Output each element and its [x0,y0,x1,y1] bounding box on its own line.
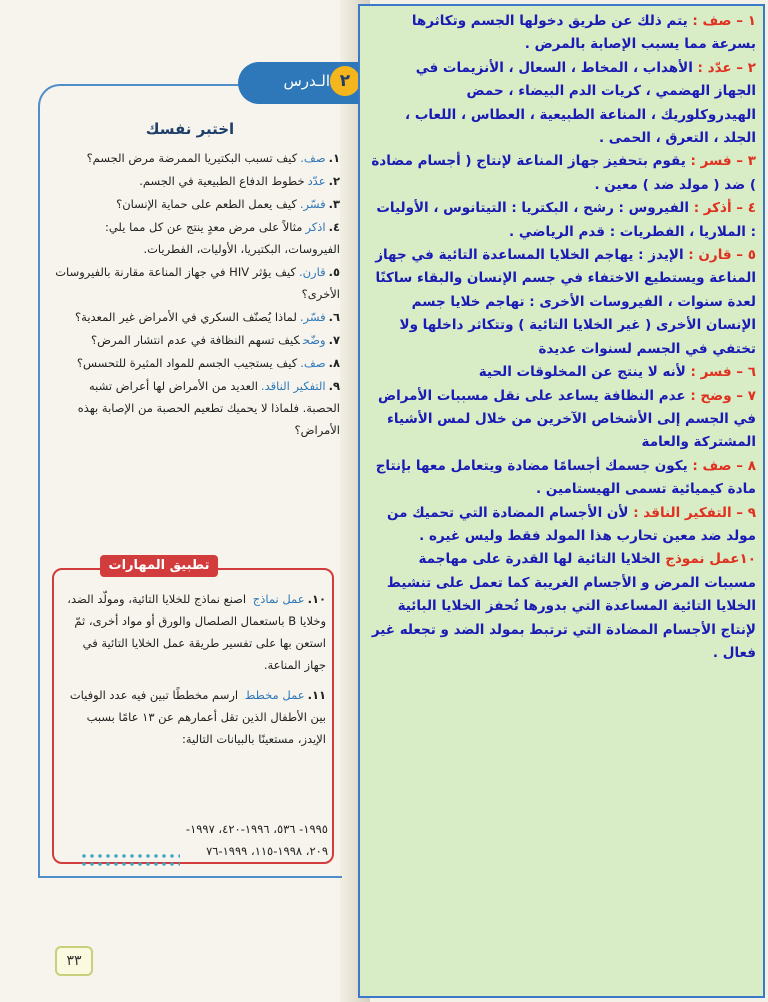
answer-text: الإيدز : يهاجم الخلايا المساعدة التائية في جهاز المناعة ويستطيع الاختفاء في جسم الإنسان والبقاء ساكنًا لعدة سنوات ، الفيروسات الأخرى : تهاجم خلايا جسم الإنسان الأخرى ( غير الخلايا التائية ) وتتكاثر داخلها ولا تختفي في الجسم لسنوات عديدة [375,247,756,357]
skill-verb: عمل مخطط [244,688,305,702]
answer-text: الخلايا التائية لها القدرة على مهاجمة مسببات المرض و الأجسام الغريبة كما تعمل على تنشيط الخلايا التائية المساعدة التي بدورها تُحفز الخلايا البائية لإنتاج الأجسام المضادة التي ترتبط بمولد الضد و تجعله غير فعال . [371,551,756,661]
answer-item [370,548,756,665]
skills-title: تطبيق المهارات [100,555,218,577]
question-verb: اذكر [305,220,326,234]
answer-item [370,244,756,361]
answer-item [370,197,756,244]
answer-text: يكون جسمك أجسامًا مضادة ويتعامل معها بإنتاج مادة كيميائية تسمى الهيستامين . [375,457,756,498]
answer-label: ٧ – وضح : [690,387,756,404]
answer-text: يقوم بتحفيز جهاز المناعة لإنتاج ( أجسام مضادة ) ضد ( مولد ضد ) معين . [371,153,756,193]
question-text: مثالاً على مرض معدٍ ينتج عن كل مما يلي: الفيروسات، البكتيريا، الأوليات، الفطريات. [104,220,340,256]
question-list [52,147,340,442]
question-text: خطوط الدفاع الطبيعية في الجسم. [139,174,305,188]
question-number: ٦. [328,310,340,324]
skills-list [62,588,326,758]
answer-label: ٢ – عدّد : [697,59,756,76]
answer-text: لأن الأجسام المضادة التي تحميك من مولد ضد معين تحارب هذا المولد فقط وليس غيره . [386,504,756,544]
answer-label: ٩ – التفكير الناقد : [633,504,756,521]
answer-text: عدم النظافة يساعد على نقل مسببات الأمراض في الجسم إلى الأشخاص الآخرين من خلال لمس الأشياء المشتركة والعامة [377,387,756,451]
question-item [52,170,340,192]
question-text: كيف تسبب البكتيريا الممرضة مرض الجسم؟ [86,151,298,165]
answer-item [370,57,756,151]
answer-text: الفيروس : رشح ، البكتريا : التيتانوس ، الأوليات : الملاريا ، الفطريات : قدم الرياضي . [376,200,756,240]
question-item [52,375,340,441]
question-text: كيف يستجيب الجسم للمواد المثيرة للتحسس؟ [76,356,298,370]
answer-label: ١٠عمل نموذج [665,551,756,568]
answer-item [370,150,756,197]
answers-panel [358,4,765,998]
question-item [52,352,340,374]
question-item [52,261,340,305]
skill-verb: عمل نماذج [252,592,305,606]
question-number: ١. [328,151,340,165]
question-verb: التفكير الناقد. [260,379,326,393]
question-item [52,147,340,169]
question-item [52,193,340,215]
textbook-page [0,0,370,1002]
answer-text: يتم ذلك عن طريق دخولها الجسم وتكاثرها بسرعة مما يسبب الإصابة بالمرض . [411,13,756,53]
question-text: العديد من الأمراض لها أعراض تشبه الحصبة. فلماذا لا يحميك تطعيم الحصبة من الإصابة بهذه الأمراض؟ [77,379,340,437]
answer-text: لأنه لا ينتج عن المخلوقات الحية [478,364,686,381]
question-number: ٣. [328,197,340,211]
aids-data-line-2: ٢٠٩، ١٩٩٨-١١٥، ١٩٩٩-٧٦ [206,844,328,858]
page-number: ٣٣ [55,946,93,976]
question-item [52,216,340,260]
question-text: لماذا يُصنّف السكري في الأمراض غير المعدية؟ [75,310,297,324]
answer-label: ١ – صف : [692,13,756,29]
question-text: كيف تسهم النظافة في عدم انتشار المرض؟ [91,333,300,347]
question-verb: فسّر. [299,310,326,324]
question-verb: عدّد [307,174,326,188]
answer-label: ٣ – فسر : [690,153,756,170]
question-verb: قارن. [298,265,326,279]
lesson-number-badge: ٢ [330,66,360,96]
answers-text [370,10,756,665]
answer-label: ٥ – قارن : [688,247,756,264]
answer-item [370,10,756,57]
answer-item [370,502,756,549]
question-text: كيف يؤثر HIV في جهاز المناعة مقارنة بالفيروسات الأخرى؟ [55,265,340,301]
decorative-dots [80,852,180,870]
question-item [52,306,340,328]
skill-item [62,588,326,676]
answer-label: ٦ – فسر : [690,364,756,381]
question-number: ٥. [328,265,340,279]
lesson-label: الـدرس [283,72,330,90]
question-verb: وضّح [302,333,326,347]
question-item [52,329,340,351]
skill-number: ١١. [307,688,326,702]
skill-text: ارسم مخططًا تبين فيه عدد الوفيات بين الأطفال الذين تقل أعمارهم عن ١٣ عامًا بسبب الإيدز، مستعينًا بالبيانات التالية: [69,688,326,746]
question-number: ٤. [328,220,340,234]
answer-item [370,361,756,384]
question-number: ٩. [328,379,340,393]
answer-text: الأهداب ، المخاط ، السعال ، الأنزيمات في الجهاز الهضمي ، كريات الدم البيضاء ، حمض الهيدروكلوريك ، المناعة الطبيعية ، العطاس ، اللعاب ، الجلد ، التعرق ، الحمى . [405,59,756,147]
answer-label: ٤ – أذكر : [693,200,756,217]
answer-item [370,455,756,502]
question-verb: صف. [300,356,326,370]
skill-number: ١٠. [307,592,326,606]
question-number: ٧. [328,333,340,347]
question-number: ٢. [328,174,340,188]
question-verb: فسّر. [299,197,326,211]
answer-label: ٨ – صف : [692,457,756,474]
question-number: ٨. [328,356,340,370]
skill-text: اصنع نماذج للخلايا التائية، ومولّد الضد، وخلايا B باستعمال الصلصال والورق أو مواد أخرى، ثمّ استعن بها على تفسير طريقة عمل الخلايا التائية في جهاز المناعة. [67,592,326,672]
answer-item [370,385,756,455]
skill-item [62,684,326,750]
lesson-tab [238,62,366,104]
question-text: كيف يعمل الطعم على حماية الإنسان؟ [116,197,297,211]
aids-data-line-1: ١٩٩٥- ٥٣٦، ١٩٩٦-٤٢٠، ١٩٩٧- [185,822,328,836]
selftest-title: اختبر نفسك [145,120,235,138]
question-verb: صف. [300,151,326,165]
